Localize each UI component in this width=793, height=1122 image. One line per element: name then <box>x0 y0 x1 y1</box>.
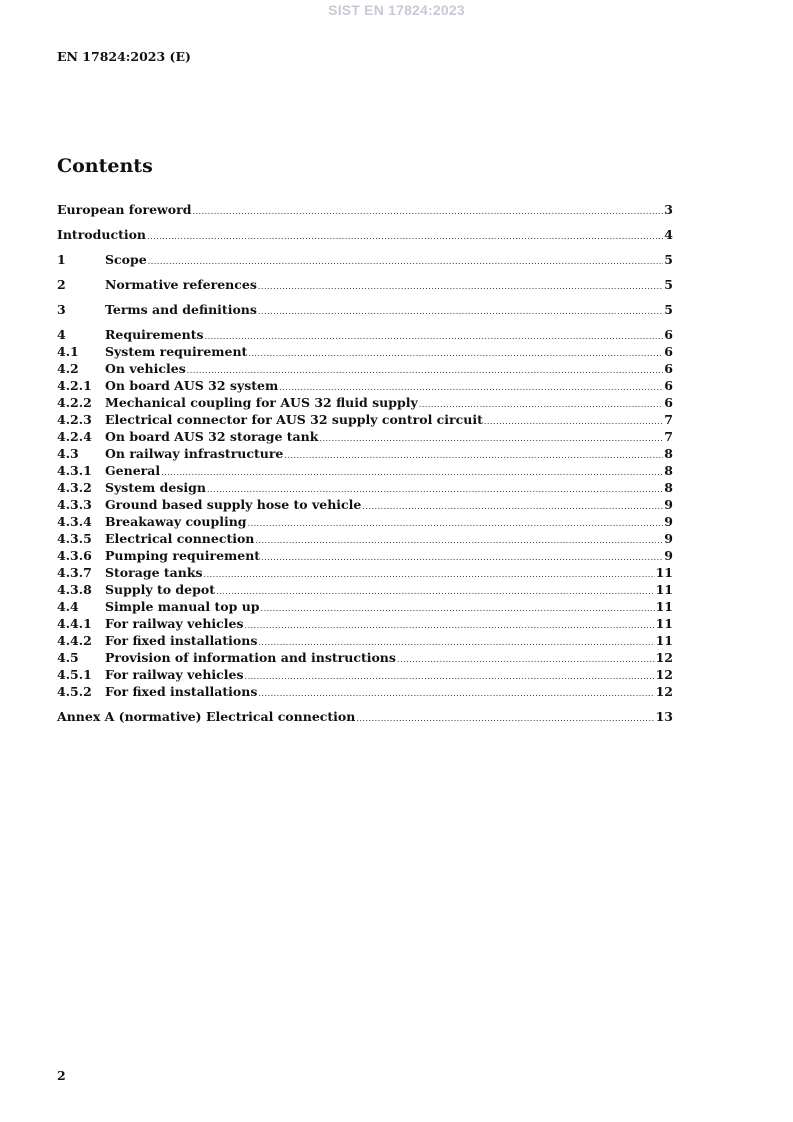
toc-entry-page: 7 <box>664 429 673 444</box>
toc-entry-number: 4.4 <box>57 599 79 614</box>
toc-dot-leader <box>245 617 655 634</box>
table-of-contents <box>57 201 673 725</box>
toc-entry-page: 9 <box>664 548 673 563</box>
toc-entry-number: 4.3.8 <box>57 582 92 597</box>
toc-entry-number: 4.5.1 <box>57 667 92 682</box>
toc-entry[interactable] <box>57 411 673 428</box>
toc-entry-page: 8 <box>664 446 673 461</box>
toc-dot-leader <box>161 464 663 481</box>
page-number: 2 <box>57 1068 66 1083</box>
toc-entry-number: 1 <box>57 252 66 267</box>
toc-dot-leader <box>205 328 664 345</box>
toc-entry-number: 4.2.4 <box>57 429 92 444</box>
toc-entry-number: 4.2.2 <box>57 395 92 410</box>
toc-entry[interactable] <box>57 683 673 700</box>
toc-entry-number: 3 <box>57 302 66 317</box>
toc-entry[interactable] <box>57 226 673 243</box>
toc-entry[interactable] <box>57 564 673 581</box>
toc-dot-leader <box>248 345 663 362</box>
toc-entry-number: 4.2.1 <box>57 378 92 393</box>
toc-entry[interactable] <box>57 377 673 394</box>
toc-entry-number: 4.3.5 <box>57 531 92 546</box>
toc-entry-page: 9 <box>664 497 673 512</box>
toc-entry[interactable] <box>57 428 673 445</box>
toc-entry-page: 13 <box>655 709 673 724</box>
toc-entry[interactable] <box>57 276 673 293</box>
toc-dot-leader <box>261 549 663 566</box>
toc-entry-page: 8 <box>664 463 673 478</box>
toc-entry[interactable] <box>57 301 673 318</box>
toc-entry-number: 4.1 <box>57 344 79 359</box>
toc-entry-number: 4.5.2 <box>57 684 92 699</box>
toc-entry-page: 6 <box>664 344 673 359</box>
toc-entry-title: Scope <box>105 252 147 267</box>
toc-entry-number: 4.4.2 <box>57 633 92 648</box>
toc-dot-leader <box>258 685 654 702</box>
toc-entry[interactable] <box>57 615 673 632</box>
toc-entry-title: Supply to depot <box>105 582 215 597</box>
toc-entry[interactable] <box>57 343 673 360</box>
toc-entry[interactable] <box>57 581 673 598</box>
toc-entry-number: 4.3.6 <box>57 548 92 563</box>
toc-entry-title: Introduction <box>57 227 147 242</box>
toc-entry-title: Pumping requirement <box>105 548 261 563</box>
toc-entry[interactable] <box>57 496 673 513</box>
toc-entry-number: 4.4.1 <box>57 616 92 631</box>
toc-entry[interactable] <box>57 598 673 615</box>
toc-dot-leader <box>192 203 663 220</box>
toc-entry-number: 4.3.4 <box>57 514 92 529</box>
toc-entry-title: System requirement <box>105 344 248 359</box>
toc-entry-title: Electrical connection <box>105 531 255 546</box>
toc-dot-leader <box>356 710 654 727</box>
toc-entry[interactable] <box>57 445 673 462</box>
toc-dot-leader <box>248 515 664 532</box>
toc-dot-leader <box>261 600 655 617</box>
toc-entry-number: 4.3.1 <box>57 463 92 478</box>
toc-entry-page: 11 <box>655 599 673 614</box>
toc-dot-leader <box>484 413 663 430</box>
toc-dot-leader <box>204 566 655 583</box>
toc-entry-page: 11 <box>655 565 673 580</box>
toc-entry-number: 4 <box>57 327 66 342</box>
toc-entry-title: European foreword <box>57 202 192 217</box>
toc-entry[interactable] <box>57 632 673 649</box>
toc-entry-title: Provision of information and instructions <box>105 650 396 665</box>
toc-entry-title: Simple manual top up <box>105 599 260 614</box>
toc-entry-page: 11 <box>655 616 673 631</box>
toc-dot-leader <box>245 668 655 685</box>
toc-entry-title: Electrical connector for AUS 32 supply control circuit <box>105 412 483 427</box>
toc-entry-number: 4.5 <box>57 650 79 665</box>
toc-entry-page: 5 <box>664 277 673 292</box>
toc-entry-title: For fixed installations <box>105 633 258 648</box>
toc-entry-number: 4.2 <box>57 361 79 376</box>
toc-entry-title: On board AUS 32 system <box>105 378 279 393</box>
toc-entry-number: 4.3 <box>57 446 79 461</box>
toc-entry[interactable] <box>57 394 673 411</box>
toc-entry[interactable] <box>57 462 673 479</box>
toc-entry[interactable] <box>57 530 673 547</box>
toc-dot-leader <box>258 303 663 320</box>
toc-entry-title: For railway vehicles <box>105 667 244 682</box>
toc-entry-title: Normative references <box>105 277 257 292</box>
toc-dot-leader <box>258 278 663 295</box>
toc-entry-title: Annex A (normative) Electrical connection <box>57 709 356 724</box>
toc-entry-title: For fixed installations <box>105 684 258 699</box>
toc-entry-number: 4.3.7 <box>57 565 92 580</box>
toc-entry[interactable] <box>57 326 673 343</box>
toc-entry-page: 6 <box>664 378 673 393</box>
toc-entry[interactable] <box>57 547 673 564</box>
toc-entry-title: Mechanical coupling for AUS 32 fluid supply <box>105 395 418 410</box>
toc-entry-title: Ground based supply hose to vehicle <box>105 497 362 512</box>
toc-dot-leader <box>397 651 655 668</box>
toc-entry-number: 4.3.3 <box>57 497 92 512</box>
toc-entry-page: 12 <box>655 684 673 699</box>
toc-dot-leader <box>147 228 663 245</box>
toc-entry-page: 6 <box>664 361 673 376</box>
toc-entry-title: Requirements <box>105 327 204 342</box>
toc-entry-page: 6 <box>664 395 673 410</box>
toc-entry-title: Terms and definitions <box>105 302 257 317</box>
toc-entry-page: 9 <box>664 531 673 546</box>
toc-entry-page: 5 <box>664 252 673 267</box>
toc-entry-title: System design <box>105 480 206 495</box>
toc-entry-page: 11 <box>655 582 673 597</box>
toc-entry[interactable] <box>57 708 673 725</box>
toc-entry-page: 4 <box>664 227 673 242</box>
toc-dot-leader <box>362 498 663 515</box>
toc-entry-title: General <box>105 463 161 478</box>
toc-entry[interactable] <box>57 251 673 268</box>
contents-heading: Contents <box>57 155 153 177</box>
toc-entry[interactable] <box>57 513 673 530</box>
toc-entry-title: On railway infrastructure <box>105 446 284 461</box>
toc-entry-title: On board AUS 32 storage tank <box>105 429 319 444</box>
toc-dot-leader <box>319 430 663 447</box>
toc-dot-leader <box>216 583 655 600</box>
toc-entry[interactable] <box>57 666 673 683</box>
toc-entry-page: 12 <box>655 650 673 665</box>
toc-entry-page: 5 <box>664 302 673 317</box>
toc-entry-page: 12 <box>655 667 673 682</box>
toc-entry-title: For railway vehicles <box>105 616 244 631</box>
toc-entry-page: 9 <box>664 514 673 529</box>
toc-entry-page: 11 <box>655 633 673 648</box>
toc-entry-title: Storage tanks <box>105 565 203 580</box>
toc-entry[interactable] <box>57 649 673 666</box>
toc-entry-page: 6 <box>664 327 673 342</box>
toc-entry[interactable] <box>57 479 673 496</box>
toc-entry-title: On vehicles <box>105 361 186 376</box>
toc-entry-title: Breakaway coupling <box>105 514 247 529</box>
toc-entry-number: 4.2.3 <box>57 412 92 427</box>
toc-entry-number: 2 <box>57 277 66 292</box>
toc-entry-page: 3 <box>664 202 673 217</box>
document-id-header: EN 17824:2023 (E) <box>57 49 191 64</box>
toc-dot-leader <box>284 447 663 464</box>
watermark: SIST EN 17824:2023 <box>328 2 465 18</box>
toc-dot-leader <box>255 532 663 549</box>
toc-entry-number: 4.3.2 <box>57 480 92 495</box>
toc-entry[interactable] <box>57 360 673 377</box>
toc-entry[interactable] <box>57 201 673 218</box>
toc-entry-page: 8 <box>664 480 673 495</box>
toc-entry-page: 7 <box>664 412 673 427</box>
toc-dot-leader <box>148 253 664 270</box>
